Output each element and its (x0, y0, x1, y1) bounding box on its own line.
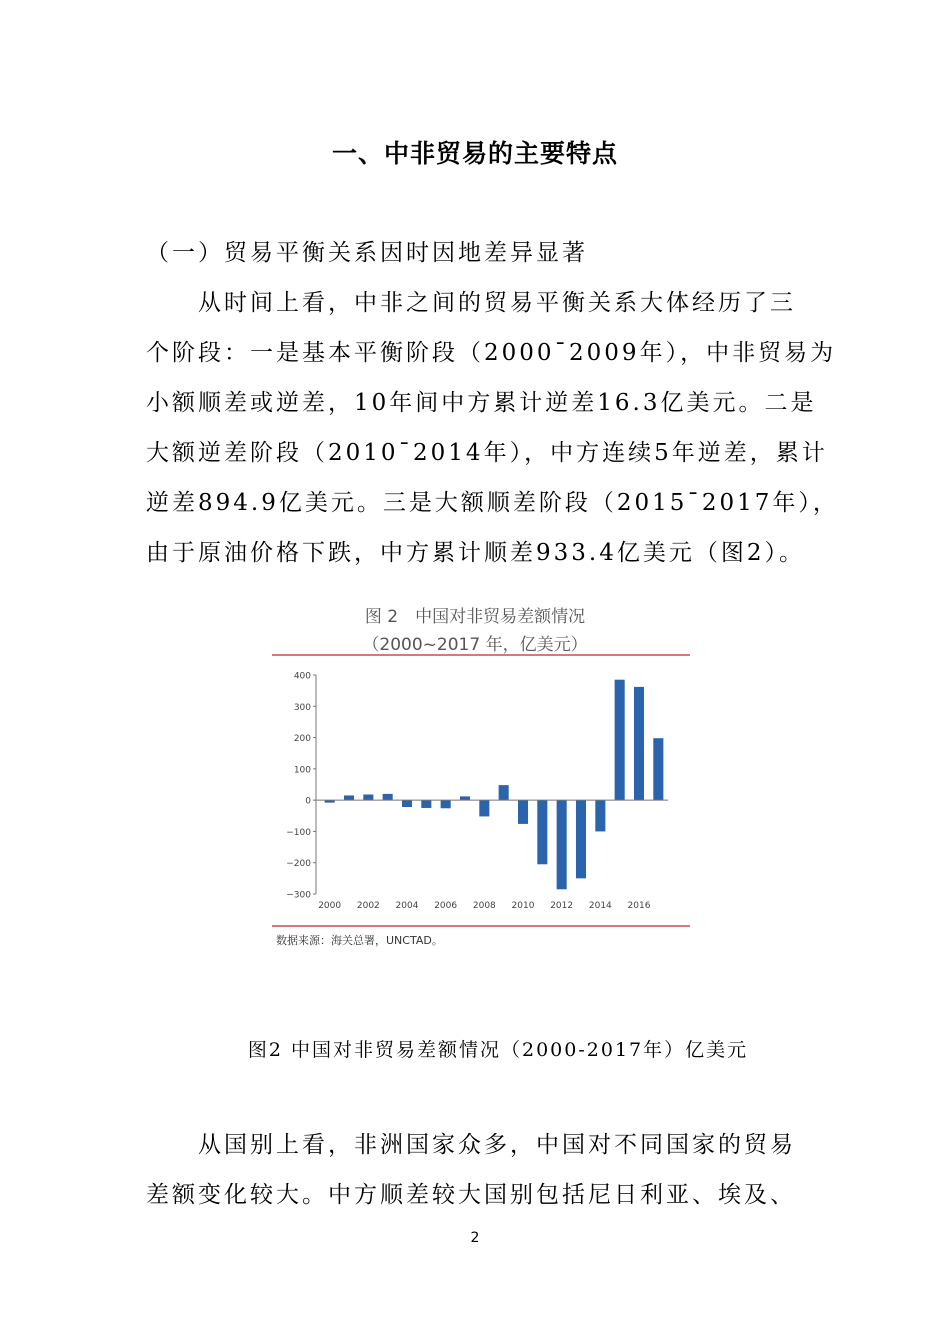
bar-2006 (441, 800, 451, 808)
x-tick-label: 2012 (550, 901, 574, 911)
bar-2009 (499, 785, 509, 800)
x-tick-label: 2000 (318, 901, 342, 911)
paragraph-line: 小额顺差或逆差，10年间中方累计逆差16.3亿美元。二是 (146, 390, 817, 416)
bar-2001 (344, 795, 354, 800)
y-tick-label: 0 (305, 796, 311, 807)
bar-2007 (460, 796, 470, 800)
paragraph-time-periods (146, 278, 839, 578)
y-tick-label: −200 (286, 859, 311, 870)
subsection-title: （一）贸易平衡关系因时因地差异显著 (146, 240, 588, 266)
x-tick-label: 2002 (356, 901, 380, 911)
chart-source-note: 数据来源：海关总署，UNCTAD。 (276, 934, 443, 947)
page-number: 2 (470, 1230, 480, 1246)
y-tick-label: 400 (293, 671, 311, 682)
y-tick-label: −300 (286, 890, 311, 901)
bar-2013 (576, 800, 586, 878)
paragraph-line: 从国别上看，非洲国家众多，中国对不同国家的贸易 (146, 1132, 796, 1158)
y-tick-label: 300 (293, 702, 311, 713)
bar-2004 (402, 800, 412, 807)
bar-2010 (518, 800, 528, 824)
paragraph-line: 由于原油价格下跌，中方累计顺差933.4亿美元（图2）。 (146, 540, 805, 566)
bar-2005 (421, 800, 431, 808)
x-tick-label: 2014 (588, 901, 612, 911)
y-tick-label: 200 (293, 734, 311, 745)
bar-2012 (557, 800, 567, 889)
section-title: 一、中非贸易的主要特点 (331, 139, 618, 168)
x-tick-label: 2006 (434, 901, 458, 911)
bar-2008 (479, 800, 489, 816)
bar-2011 (537, 800, 547, 864)
paragraph-line: 逆差894.9亿美元。三是大额顺差阶段（2015¯2017年）， (146, 490, 839, 516)
figure-caption: 图2 中国对非贸易差额情况（2000-2017年）亿美元 (247, 1039, 749, 1061)
figure-title: 图 2 中国对非贸易差额情况 (364, 607, 586, 627)
paragraph-line: 差额变化较大。中方顺差较大国别包括尼日利亚、埃及、 (146, 1182, 796, 1208)
bar-2016 (634, 687, 644, 800)
bar-2017 (653, 738, 663, 800)
trade-balance-chart (272, 652, 690, 964)
x-tick-label: 2008 (472, 901, 496, 911)
figure-subtitle: （2000~2017 年，亿美元） (362, 635, 588, 655)
bar-2003 (383, 794, 393, 800)
x-tick-label: 2016 (627, 901, 651, 911)
x-tick-label: 2010 (511, 901, 535, 911)
paragraph-line: 大额逆差阶段（2010¯2014年），中方连续5年逆差，累计 (146, 440, 828, 466)
bar-2015 (615, 680, 625, 800)
paragraph-by-country (146, 1120, 806, 1220)
x-tick-label: 2004 (395, 901, 419, 911)
bar-2002 (363, 795, 373, 801)
paragraph-line: 个阶段：一是基本平衡阶段（2000¯2009年），中非贸易为 (146, 340, 837, 366)
bar-2014 (595, 800, 605, 831)
paragraph-line: 从时间上看，中非之间的贸易平衡关系大体经历了三 (146, 290, 796, 316)
y-tick-label: −100 (286, 827, 311, 838)
y-tick-label: 100 (293, 765, 311, 776)
